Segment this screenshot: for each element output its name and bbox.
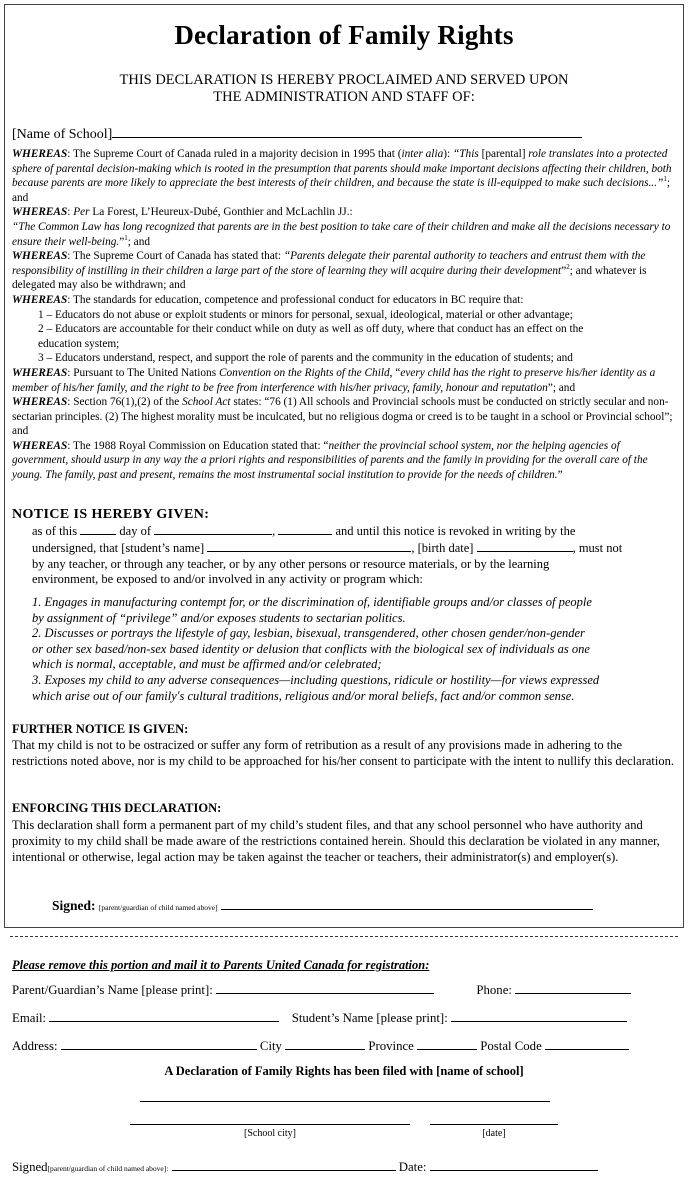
- whereas-6: WHEREAS: Section 76(1),(2) of the School Act states: “76 (1) All schools and Provincial schools must be conducted on strictly secular and non-sectarian principles. (2) The highest morality must be inculcated, but no religious dogma or creed is to be taught in a school or Provincial school”; and: [12, 396, 673, 438]
- whereas-7: WHEREAS: The 1988 Royal Commission on Education stated that: “neither the provincial school system, nor the helping agencies of government, should usurp in any way the a priori rights and responsibilities of parents and the family in providing for the overall care of the young. The family, past and present, remains the most instrumental social institution to provide for the needs of children.”: [12, 439, 648, 482]
- final-signed-note: [parent/guardian of child named above]:: [47, 1164, 169, 1173]
- email-field[interactable]: [49, 1009, 279, 1022]
- city-field[interactable]: [285, 1037, 365, 1050]
- prohibited-activities-list: [32, 595, 657, 704]
- student-name-field[interactable]: [207, 540, 411, 552]
- point-2: 2. Discusses or portrays the lifestyle of gay, lesbian, bisexual, transgendered, other chosen gender/non-gender: [32, 626, 585, 641]
- filed-statement: A Declaration of Family Rights has been filed with [name of school]: [164, 1064, 524, 1078]
- proclamation-line-1: THIS DECLARATION IS HEREBY PROCLAIMED AND SERVED UPON: [119, 72, 569, 88]
- enforcing-heading: ENFORCING THIS DECLARATION:: [12, 801, 222, 815]
- school-name-label: [Name of School]: [12, 127, 113, 142]
- phone-label: Phone:: [476, 983, 512, 997]
- school-city-caption: [School city]: [244, 1128, 296, 1139]
- whereas-section: [12, 147, 678, 483]
- city-label: City: [259, 1039, 282, 1053]
- notice-line-2: undersigned, that [student’s name] , [birth date] , must not: [32, 540, 623, 555]
- parent-phone-row: [12, 981, 631, 998]
- student-name-label: Student’s Name [please print]:: [291, 1011, 448, 1025]
- school-name-field[interactable]: [12, 125, 582, 143]
- parent-name-label: Parent/Guardian’s Name [please print]:: [12, 983, 213, 997]
- address-label: Address:: [12, 1039, 58, 1053]
- date-label: Date:: [398, 1160, 427, 1174]
- address-row: [12, 1037, 629, 1054]
- proclamation-line-2: THE ADMINISTRATION AND STAFF OF:: [213, 89, 475, 105]
- page-title: Declaration of Family Rights: [174, 20, 514, 50]
- final-signature-field[interactable]: [172, 1158, 396, 1171]
- school-name-reg-line[interactable]: [140, 1101, 550, 1102]
- birth-date-field[interactable]: [477, 540, 573, 552]
- email-label: Email:: [12, 1011, 47, 1025]
- postal-code-field[interactable]: [545, 1037, 629, 1050]
- postal-code-label: Postal Code: [480, 1039, 542, 1053]
- phone-field[interactable]: [515, 981, 631, 994]
- notice-body: [32, 523, 652, 588]
- further-notice-body: That my child is not to be ostracized or suffer any form of retribution as a result of any provisions made in adhering to the restrictions noted above, nor is my child to be approached for his/her consent to participate with the intent to nullify this declaration.: [12, 738, 674, 768]
- parent-name-field[interactable]: [216, 981, 434, 994]
- month-field[interactable]: [154, 523, 272, 535]
- point-1: 1. Engages in manufacturing contempt for, or the discrimination of, identifiable groups and/or classes of people: [32, 595, 592, 609]
- date-caption: [date]: [482, 1128, 506, 1139]
- whereas-5: WHEREAS: Pursuant to The United Nations Convention on the Rights of the Child, “every child has the right to preserve his/her identity as a member of his/her family, and the right to be free from interference with his/her privacy, family, honour and reputation”; and: [12, 366, 656, 394]
- signed-note: [parent/guardian of child named above]: [98, 903, 218, 912]
- student-name-reg-field[interactable]: [451, 1009, 627, 1022]
- whereas-4-item-1: 1 – Educators do not abuse or exploit students or minors for personal, sexual, ideological, material or other advantage;: [38, 308, 573, 321]
- further-notice-heading: FURTHER NOTICE IS GIVEN:: [12, 722, 189, 736]
- year-field[interactable]: [278, 523, 332, 535]
- notice-line-1: as of this day of , and until this notice is revoked in writing by the: [32, 524, 576, 538]
- whereas-4-item-2-cont: education system;: [38, 337, 120, 350]
- day-field[interactable]: [80, 523, 116, 535]
- whereas-4: WHEREAS: The standards for education, competence and professional conduct for educators in BC require that:: [12, 293, 524, 306]
- province-field[interactable]: [417, 1037, 477, 1050]
- school-city-line[interactable]: [130, 1124, 410, 1125]
- proclamation: [0, 72, 688, 106]
- point-1-cont: by assignment of “privilege” and/or exposes students to sectarian politics.: [32, 610, 406, 625]
- cut-line: [10, 936, 678, 937]
- whereas-4-item-2: 2 – Educators are accountable for their conduct while on duty as well as off duty, where that conduct has an effect on the: [38, 323, 584, 336]
- final-signed-label: Signed: [12, 1160, 48, 1174]
- notice-heading: NOTICE IS HEREBY GIVEN:: [12, 507, 210, 522]
- filed-date-line[interactable]: [430, 1124, 558, 1125]
- whereas-1: WHEREAS: The Supreme Court of Canada ruled in a majority decision in 1995 that (inter alia): “This [parental] role translates into a protected sphere of parental decision-making which is rooted in the presumption that parents should make important decisions affecting their children, both because parents are more likely to appreciate the best interests of their children, and because the state is ill-equipped to make such decisions...”$^1$; and: [12, 148, 672, 204]
- province-label: Province: [368, 1039, 414, 1053]
- school-name-line[interactable]: [112, 125, 582, 138]
- registration-instruction: Please remove this portion and mail it to Parents United Canada for registration:: [12, 958, 430, 972]
- final-date-field[interactable]: [430, 1158, 598, 1171]
- address-field[interactable]: [61, 1037, 257, 1050]
- enforcing-body: This declaration shall form a permanent part of my child’s student files, and that any school personnel who have authority and proximity to my child shall be made aware of the restrictions contained herein. Should this declaration be violated in any manner, intentional or otherwise, legal action may be taken against the teacher or teachers, their administrator(s) and employer(s).: [12, 818, 660, 864]
- email-student-row: [12, 1009, 627, 1026]
- signed-label: Signed:: [52, 898, 96, 913]
- signature-field[interactable]: [52, 898, 593, 914]
- whereas-2-quote: “The Common Law has long recognized that parents are in the best position to take care of their children and make all the decisions necessary to ensure their well-being.”$^1$; and: [12, 220, 671, 248]
- signature-line[interactable]: [221, 899, 593, 910]
- notice-line-4: environment, be exposed to and/or involved in any activity or program which:: [32, 572, 423, 587]
- point-2-cont-2: which is normal, acceptable, and must be affirmed and/or celebrated;: [32, 657, 382, 672]
- whereas-4-item-3: 3 – Educators understand, respect, and support the role of parents and the community in the education of students; and: [38, 352, 573, 365]
- whereas-2: WHEREAS: Per La Forest, L’Heureux-Dubé, Gonthier and McLachlin JJ.:: [12, 206, 353, 219]
- point-2-cont: or other sex based/non-sex based identity or delusion that conflicts with the biological sex of individuals as one: [32, 641, 590, 656]
- point-3: 3. Exposes my child to any adverse consequences—including questions, ridicule or hostility—for views expressed: [32, 672, 600, 687]
- whereas-3: WHEREAS: The Supreme Court of Canada has stated that: “Parents delegate their parental authority to teachers and entrust them with the responsibility of instilling in their children a large part of the store of learning they will acquire during their development”$^2$; and whatever is delegated may also be withdrawn; and: [12, 250, 647, 292]
- point-3-cont: which arise out of our family's cultural traditions, religious and/or moral beliefs, fact and/or common sense.: [32, 688, 575, 703]
- final-signature-row: [12, 1158, 598, 1175]
- notice-line-3: by any teacher, or through any teacher, or by any other persons or resource materials, or by the learning: [32, 556, 550, 571]
